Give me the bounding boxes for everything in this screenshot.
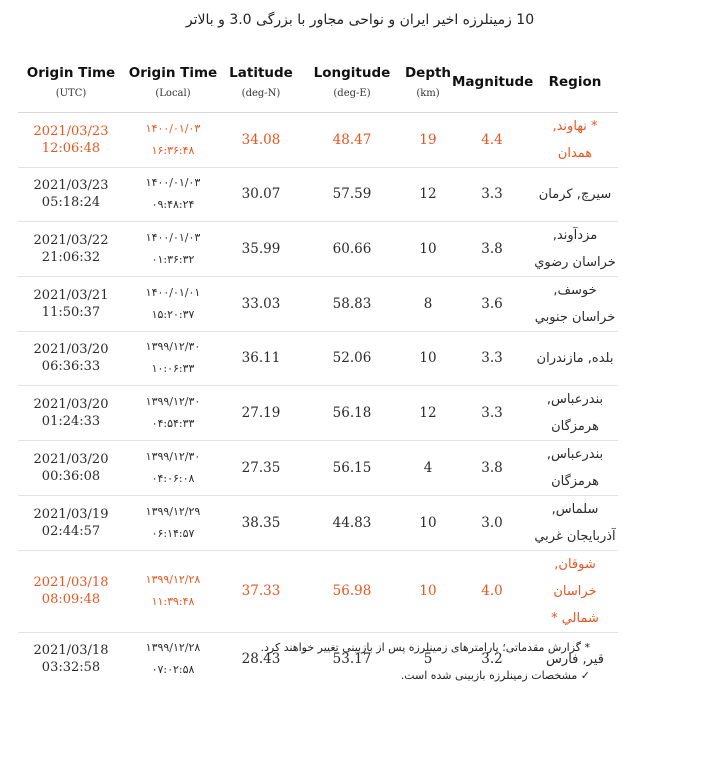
cell-latitude: [222, 440, 300, 495]
cell-depth: [404, 221, 452, 276]
cell-region-region: سلماس, آذربایجان غربي: [534, 501, 616, 544]
cell-longitude-lon: 57.59: [332, 186, 372, 202]
cell-magnitude: [452, 221, 532, 276]
cell-region: [532, 331, 618, 385]
cell-longitude-lon: 60.66: [332, 240, 372, 257]
cell-utc-utc-time: 00:36:08: [41, 468, 101, 484]
cell-utc-utc-date: 2021/03/23: [33, 123, 109, 139]
cell-utc-utc-date: 2021/03/20: [33, 451, 109, 467]
cell-region: [532, 440, 618, 495]
cell-latitude-lat: 28.43: [241, 651, 281, 668]
cell-longitude: [300, 276, 404, 331]
cell-longitude: [300, 167, 404, 221]
cell-local-local-date: ۱۴۰۰/۰۱/۰۳: [145, 121, 201, 135]
cell-longitude-lon: 56.15: [332, 459, 372, 476]
cell-utc-utc-time: 06:36:33: [41, 359, 101, 374]
header-origin-time-local: Origin Time (Local): [124, 54, 222, 112]
note-reviewed: ✓ مشخصات زمینلرزه بازبینی شده است.: [400, 669, 590, 682]
header-latitude: Latitude (deg-N): [222, 54, 300, 112]
cell-latitude: [222, 331, 300, 385]
cell-local: [124, 440, 222, 495]
cell-local: [124, 167, 222, 221]
cell-utc-utc-date: 2021/03/23: [33, 178, 109, 193]
cell-utc: [18, 440, 124, 495]
cell-magnitude: [452, 385, 532, 440]
cell-depth-depth: 8: [423, 295, 433, 312]
cell-latitude-lat: 35.99: [241, 240, 281, 257]
cell-local: [124, 221, 222, 276]
header-depth: Depth (km): [404, 65, 452, 100]
cell-longitude: [300, 112, 404, 167]
cell-latitude: [222, 550, 300, 632]
table-row: [18, 550, 618, 632]
cell-local-local-date: ۱۴۰۰/۰۱/۰۳: [145, 176, 201, 189]
cell-local: [124, 276, 222, 331]
cell-local-local-time: ۰۱:۳۶:۳۲: [151, 252, 195, 266]
cell-magnitude: [452, 550, 532, 632]
cell-depth-depth: 4: [423, 459, 433, 476]
cell-longitude-lon: 58.83: [332, 295, 372, 312]
header-unit: (deg-N): [241, 88, 281, 100]
header-region: Region: [548, 74, 602, 91]
table-row: [18, 331, 618, 385]
cell-longitude-lon: 44.83: [332, 514, 372, 531]
cell-region-region: قیر, فارس: [546, 651, 604, 667]
cell-magnitude-mag: 4.0: [481, 583, 503, 599]
cell-depth: [404, 385, 452, 440]
cell-longitude: [300, 331, 404, 385]
page-title: 10 زمینلرزه اخیر ایران و نواحی مجاور با بزرگی 3.0 و بالاتر: [185, 12, 535, 28]
cell-utc: [18, 495, 124, 550]
cell-depth-depth: 12: [419, 186, 437, 202]
cell-depth-depth: 10: [419, 514, 437, 531]
header-unit: (UTC): [55, 88, 87, 100]
cell-longitude-lon: 48.47: [332, 131, 372, 148]
header-longitude: Longitude (deg-E): [300, 54, 404, 112]
cell-local-local-time: ۰۹:۴۸:۲۴: [151, 198, 195, 211]
cell-utc: [18, 331, 124, 385]
cell-magnitude-mag: 3.8: [481, 240, 503, 257]
header-magnitude: Magnitude: [452, 74, 534, 91]
cell-utc-utc-date: 2021/03/21: [33, 287, 109, 303]
cell-magnitude: [452, 440, 532, 495]
cell-depth-depth: 19: [419, 131, 437, 148]
cell-magnitude: [452, 112, 532, 167]
cell-utc-utc-time: 03:32:58: [41, 660, 101, 676]
cell-local-local-date: ۱۳۹۹/۱۲/۲۸: [145, 573, 201, 586]
cell-local-local-date: ۱۳۹۹/۱۲/۲۹: [145, 504, 201, 518]
cell-latitude: [222, 385, 300, 440]
header-unit: (Local): [155, 88, 191, 100]
cell-latitude-lat: 36.11: [241, 350, 281, 366]
cell-region: [532, 385, 618, 440]
header-unit: (km): [416, 88, 440, 100]
cell-latitude: [222, 495, 300, 550]
cell-utc-utc-date: 2021/03/20: [33, 342, 109, 357]
cell-utc-utc-time: 11:50:37: [41, 304, 101, 320]
cell-depth-depth: 12: [419, 404, 437, 421]
cell-utc-utc-date: 2021/03/18: [33, 575, 109, 590]
cell-depth-depth: 10: [419, 240, 437, 257]
cell-local-local-time: ۱۵:۲۰:۳۷: [151, 307, 195, 321]
header-origin-time-utc: Origin Time (UTC): [18, 54, 124, 112]
cell-magnitude-mag: 3.6: [481, 295, 503, 312]
cell-utc: [18, 276, 124, 331]
cell-latitude: [222, 112, 300, 167]
cell-region-region: شوقان, خراسان شمالي *: [551, 556, 599, 626]
cell-local: [124, 495, 222, 550]
cell-local-local-time: ۱۰:۰۶:۳۳: [151, 362, 195, 375]
cell-utc-utc-time: 01:24:33: [41, 413, 101, 429]
cell-depth: [404, 112, 452, 167]
cell-region-region: بندرعباس, هرمزگان: [546, 391, 604, 434]
cell-longitude: [300, 221, 404, 276]
table-row: [18, 495, 618, 550]
cell-utc-utc-date: 2021/03/22: [33, 232, 109, 248]
cell-latitude-lat: 34.08: [241, 131, 281, 148]
cell-magnitude-mag: 3.3: [481, 404, 503, 421]
cell-local-local-time: ۰۴:۵۴:۳۳: [151, 416, 195, 430]
cell-latitude-lat: 33.03: [241, 295, 281, 312]
cell-region-region: بندرعباس, هرمزگان: [546, 446, 604, 489]
cell-magnitude-mag: 3.2: [481, 651, 503, 668]
cell-local-local-date: ۱۴۰۰/۰۱/۰۳: [145, 230, 201, 244]
cell-utc-utc-time: 21:06:32: [41, 249, 101, 265]
table-body: [18, 112, 618, 686]
cell-local-local-time: ۰۷:۰۲:۵۸: [151, 663, 195, 677]
header-row: [18, 54, 618, 112]
cell-local: [124, 331, 222, 385]
cell-latitude: [222, 221, 300, 276]
cell-magnitude-mag: 3.3: [481, 350, 503, 366]
cell-latitude: [222, 276, 300, 331]
cell-depth: [404, 550, 452, 632]
cell-region-region: * نهاوند, همدان: [552, 118, 598, 161]
cell-depth-depth: 5: [423, 651, 433, 668]
cell-region: [532, 167, 618, 221]
cell-local: [124, 112, 222, 167]
cell-latitude-lat: 27.35: [241, 459, 281, 476]
cell-region-region: بلده, مازندران: [536, 350, 614, 366]
cell-depth-depth: 10: [419, 583, 437, 599]
cell-region-region: سیرچ, کرمان: [538, 186, 612, 202]
cell-magnitude: [452, 495, 532, 550]
cell-magnitude: [452, 167, 532, 221]
cell-utc-utc-time: 05:18:24: [41, 195, 101, 210]
cell-local: [124, 550, 222, 632]
cell-depth: [404, 276, 452, 331]
cell-local: [124, 385, 222, 440]
cell-region: [532, 550, 618, 632]
cell-region: [532, 112, 618, 167]
cell-magnitude: [452, 331, 532, 385]
cell-depth: [404, 167, 452, 221]
cell-utc: [18, 112, 124, 167]
cell-local-local-date: ۱۳۹۹/۱۲/۳۰: [145, 449, 201, 463]
cell-region: [532, 221, 618, 276]
cell-longitude: [300, 385, 404, 440]
table-row: [18, 276, 618, 331]
cell-utc: [18, 550, 124, 632]
cell-utc-utc-time: 12:06:48: [41, 140, 101, 156]
cell-region: [532, 276, 618, 331]
cell-region-region: مزدآوند, خراسان رضوي: [534, 227, 616, 270]
cell-local-local-date: ۱۳۹۹/۱۲/۳۰: [145, 394, 201, 408]
cell-utc-utc-date: 2021/03/19: [33, 506, 109, 522]
cell-depth: [404, 495, 452, 550]
table-row: [18, 112, 618, 167]
cell-magnitude: [452, 276, 532, 331]
cell-local-local-time: ۱۱:۳۹:۴۸: [151, 595, 195, 608]
cell-local-local-time: ۰۴:۰۶:۰۸: [151, 471, 195, 485]
cell-longitude-lon: 56.18: [332, 404, 372, 421]
cell-local-local-time: ۱۶:۳۶:۴۸: [151, 143, 195, 157]
cell-magnitude-mag: 4.4: [481, 131, 503, 148]
cell-depth: [404, 331, 452, 385]
cell-depth: [404, 440, 452, 495]
cell-utc: [18, 221, 124, 276]
cell-latitude-lat: 37.33: [241, 583, 281, 599]
cell-magnitude-mag: 3.8: [481, 459, 503, 476]
cell-longitude: [300, 440, 404, 495]
cell-local-local-date: ۱۴۰۰/۰۱/۰۱: [145, 285, 201, 299]
earthquake-table: [18, 54, 618, 686]
table-row: [18, 440, 618, 495]
cell-latitude-lat: 38.35: [241, 514, 281, 531]
cell-magnitude-mag: 3.0: [481, 514, 503, 531]
cell-utc-utc-time: 02:44:57: [41, 523, 101, 539]
header-unit: (deg-E): [333, 88, 371, 100]
cell-utc-utc-date: 2021/03/20: [33, 396, 109, 412]
cell-longitude-lon: 56.98: [332, 583, 372, 599]
cell-utc: [18, 385, 124, 440]
cell-local-local-date: ۱۳۹۹/۱۲/۲۸: [145, 641, 201, 655]
cell-depth-depth: 10: [419, 350, 437, 366]
cell-local-local-time: ۰۶:۱۴:۵۷: [151, 526, 195, 540]
cell-latitude-lat: 27.19: [241, 404, 281, 421]
cell-utc-utc-date: 2021/03/18: [33, 643, 109, 659]
cell-longitude-lon: 53.17: [332, 651, 372, 668]
cell-longitude: [300, 550, 404, 632]
cell-latitude-lat: 30.07: [241, 186, 281, 202]
cell-latitude: [222, 167, 300, 221]
cell-utc-utc-time: 08:09:48: [41, 592, 101, 607]
table-row: [18, 167, 618, 221]
cell-magnitude-mag: 3.3: [481, 186, 503, 202]
cell-longitude: [300, 495, 404, 550]
cell-region: [532, 495, 618, 550]
table-row: [18, 385, 618, 440]
cell-utc: [18, 167, 124, 221]
table-row: [18, 221, 618, 276]
cell-local-local-date: ۱۳۹۹/۱۲/۳۰: [145, 340, 201, 353]
cell-region-region: خوسف, خراسان جنوبي: [534, 282, 616, 325]
note-preliminary: * گزارش مقدماتی؛ پارامترهای زمینلرزه پس از بازبینی تغییر خواهند کرد.: [260, 641, 590, 654]
cell-longitude-lon: 52.06: [332, 350, 372, 366]
